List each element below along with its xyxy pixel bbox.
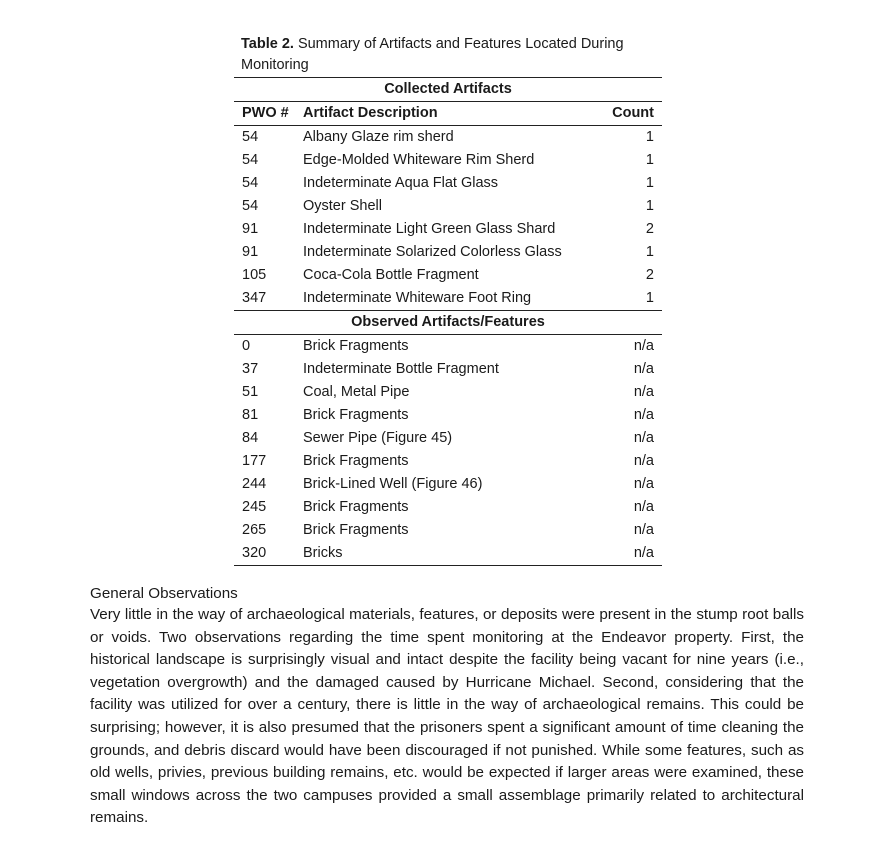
cell-count: n/a bbox=[633, 338, 654, 354]
table-row bbox=[234, 335, 662, 359]
cell-pwo: 265 bbox=[242, 522, 267, 538]
collected-artifacts-body bbox=[234, 126, 662, 311]
general-observations-text: Very little in the way of archaeological materials, features, or deposits were present in the stump root balls or voids. Two observations regarding the time spent monitoring at the Endeavor property. First, the historical landscape is surprisingly visual and intact despite the facility being vacant for nine years (i.e., vegetation overgrowth) and the damaged caused by Hurricane Michael. Second, considering that the facility was utilized for over a century, there is little in the way of archaeological remains. This could be surprising; however, it is also presumed that the prisoners spent a significant amount of time cleaning the grounds, and debris discard would have been discouraged if not punished. While some features, such as old wells, privies, previous building remains, etc. would be expected if larger areas were examined, these small windows across the two campuses provided a small assemblage primarily related to architectural remains. bbox=[90, 606, 804, 827]
cell-count: n/a bbox=[633, 522, 654, 538]
artifact-summary-table-block bbox=[234, 34, 662, 566]
cell-count: 1 bbox=[645, 244, 654, 260]
cell-count: n/a bbox=[633, 499, 654, 515]
table-row bbox=[234, 404, 662, 427]
cell-pwo: 91 bbox=[242, 244, 259, 260]
collected-artifacts-heading: Collected Artifacts bbox=[234, 78, 662, 102]
table-row bbox=[234, 195, 662, 218]
cell-description: Brick Fragments bbox=[303, 338, 409, 354]
header-description: Artifact Description bbox=[303, 102, 593, 126]
cell-pwo: 320 bbox=[234, 542, 303, 566]
cell-count: n/a bbox=[633, 453, 654, 469]
table-caption-label: Table 2. bbox=[241, 36, 294, 52]
cell-description: Brick Fragments bbox=[303, 499, 409, 515]
cell-pwo: 244 bbox=[242, 476, 267, 492]
cell-description: Brick Fragments bbox=[303, 453, 409, 469]
cell-count: n/a bbox=[633, 384, 654, 400]
cell-pwo: 51 bbox=[242, 384, 259, 400]
table-caption-text: Summary of Artifacts and Features Located During Monitoring bbox=[241, 36, 624, 73]
observed-features-heading: Observed Artifacts/Features bbox=[234, 311, 662, 335]
cell-description: Bricks bbox=[303, 542, 593, 566]
table-row bbox=[234, 427, 662, 450]
cell-description: Indeterminate Solarized Colorless Glass bbox=[303, 244, 562, 260]
table-caption bbox=[234, 34, 662, 76]
cell-description: Indeterminate Whiteware Foot Ring bbox=[303, 287, 593, 311]
cell-description: Brick-Lined Well (Figure 46) bbox=[303, 476, 483, 492]
cell-pwo: 347 bbox=[234, 287, 303, 311]
cell-pwo: 84 bbox=[242, 430, 259, 446]
cell-count: n/a bbox=[633, 407, 654, 423]
cell-pwo: 54 bbox=[242, 152, 259, 168]
cell-description: Brick Fragments bbox=[303, 522, 409, 538]
collected-artifacts-heading-row bbox=[234, 78, 662, 102]
observed-features-body bbox=[234, 335, 662, 566]
artifact-summary-table bbox=[234, 77, 662, 566]
table-row bbox=[234, 172, 662, 195]
cell-count: n/a bbox=[633, 361, 654, 377]
table-header-row bbox=[234, 102, 662, 126]
table-row bbox=[234, 542, 662, 566]
cell-pwo: 245 bbox=[242, 499, 267, 515]
cell-pwo: 81 bbox=[242, 407, 259, 423]
observed-features-heading-row bbox=[234, 311, 662, 335]
cell-pwo: 91 bbox=[242, 221, 259, 237]
cell-description: Sewer Pipe (Figure 45) bbox=[303, 430, 453, 446]
cell-pwo: 177 bbox=[242, 453, 267, 469]
general-observations-section bbox=[90, 584, 804, 830]
cell-pwo: 54 bbox=[242, 175, 259, 191]
cell-count: n/a bbox=[633, 476, 654, 492]
header-pwo: PWO # bbox=[234, 102, 303, 126]
table-row bbox=[234, 264, 662, 287]
cell-pwo: 105 bbox=[242, 267, 267, 283]
table-row bbox=[234, 381, 662, 404]
cell-count: 1 bbox=[645, 198, 654, 214]
table-row bbox=[234, 149, 662, 172]
table-row bbox=[234, 519, 662, 542]
table-row bbox=[234, 358, 662, 381]
cell-description: Indeterminate Light Green Glass Shard bbox=[303, 221, 556, 237]
cell-pwo: 54 bbox=[242, 198, 259, 214]
cell-count: 2 bbox=[645, 267, 654, 283]
cell-description: Coal, Metal Pipe bbox=[303, 384, 410, 400]
cell-description: Indeterminate Aqua Flat Glass bbox=[303, 175, 499, 191]
table-row bbox=[234, 450, 662, 473]
table-row bbox=[234, 496, 662, 519]
cell-description: Indeterminate Bottle Fragment bbox=[303, 361, 499, 377]
cell-count: 1 bbox=[645, 152, 654, 168]
cell-description: Coca-Cola Bottle Fragment bbox=[303, 267, 479, 283]
table-row bbox=[234, 473, 662, 496]
table-row bbox=[234, 287, 662, 311]
cell-count: 1 bbox=[593, 287, 662, 311]
cell-description: Oyster Shell bbox=[303, 198, 382, 214]
cell-description: Albany Glaze rim sherd bbox=[303, 129, 454, 145]
header-count: Count bbox=[593, 102, 662, 126]
cell-count: n/a bbox=[633, 430, 654, 446]
cell-count: n/a bbox=[593, 542, 662, 566]
cell-description: Edge-Molded Whiteware Rim Sherd bbox=[303, 152, 535, 168]
table-row bbox=[234, 241, 662, 264]
table-row bbox=[234, 126, 662, 150]
cell-pwo: 37 bbox=[242, 361, 259, 377]
general-observations-heading: General Observations bbox=[90, 585, 238, 602]
cell-count: 1 bbox=[645, 175, 654, 191]
cell-pwo: 0 bbox=[242, 338, 251, 354]
table-row bbox=[234, 218, 662, 241]
cell-count: 1 bbox=[645, 129, 654, 145]
cell-count: 2 bbox=[645, 221, 654, 237]
cell-pwo: 54 bbox=[242, 129, 259, 145]
cell-description: Brick Fragments bbox=[303, 407, 409, 423]
